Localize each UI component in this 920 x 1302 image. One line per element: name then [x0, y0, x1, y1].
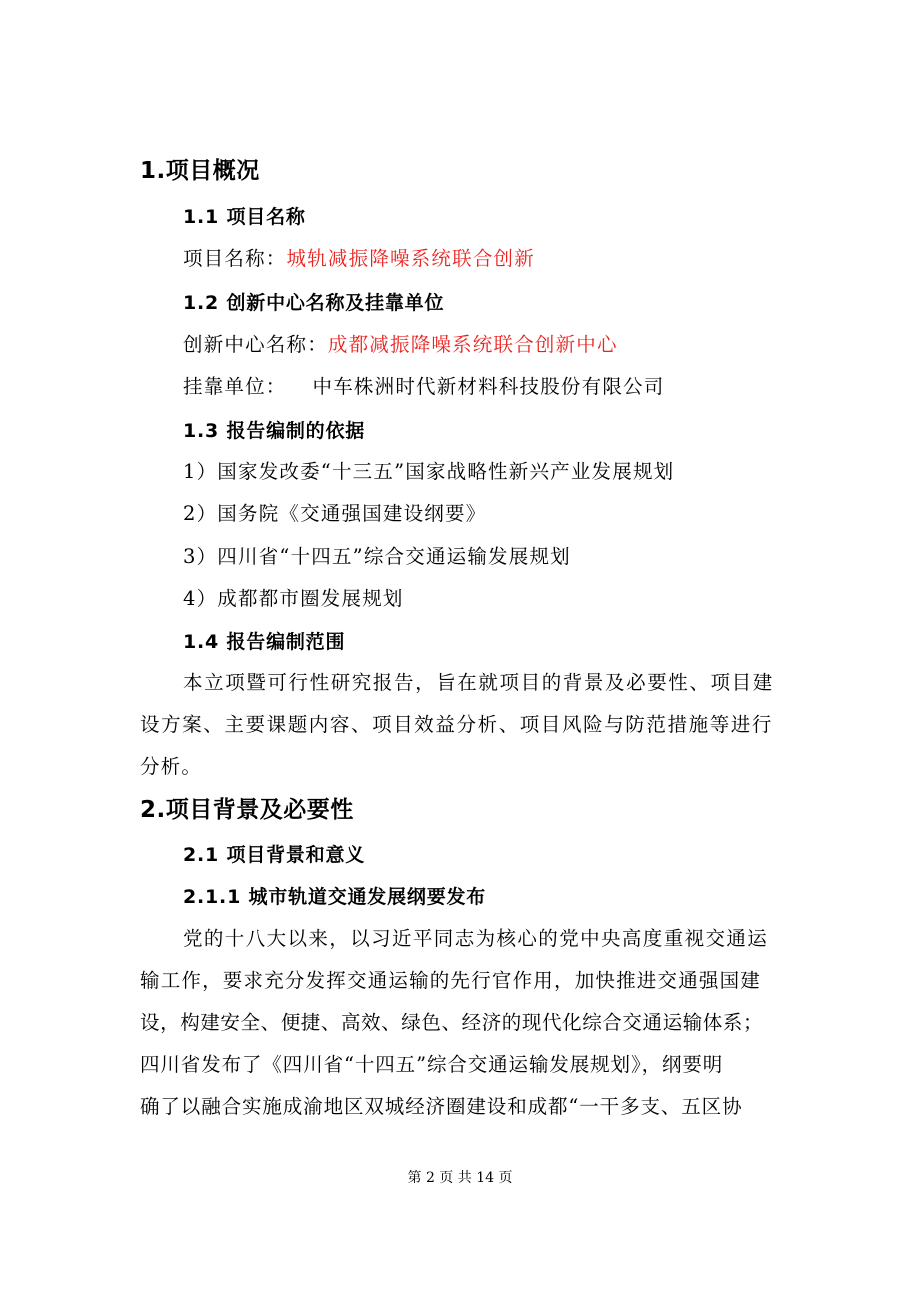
page-number-footer: 第 2 页 共 14 页	[407, 1170, 513, 1186]
section-1-2-heading: 1.2 创新中心名称及挂靠单位	[183, 292, 445, 314]
background-paragraph-line-1: 党的十八大以来，以习近平同志为核心的党中央高度重视交通运	[183, 927, 769, 950]
project-name-line	[183, 246, 535, 272]
affiliate-line	[183, 374, 664, 400]
basis-item-2: 2）国务院《交通强国建设纲要》	[183, 502, 487, 525]
background-paragraph-line-3: 设，构建安全、便捷、高效、绿色、经济的现代化综合交通运输体系；	[140, 1011, 764, 1034]
project-name-label: 项目名称：	[183, 247, 287, 270]
project-name-value: 城轨减振降噪系统联合创新	[286, 247, 535, 270]
background-paragraph-line-4: 四川省发布了《四川省“十四五”综合交通运输发展规划》，纲要明	[140, 1053, 724, 1076]
center-name-line	[183, 332, 618, 358]
section-2-1-1-heading: 2.1.1 城市轨道交通发展纲要发布	[183, 886, 487, 908]
section-1-heading: 1.项目概况	[140, 158, 260, 184]
basis-item-4: 4）成都都市圈发展规划	[183, 587, 404, 610]
basis-item-3: 3）四川省“十四五”综合交通运输发展规划	[183, 545, 571, 568]
section-1-3-heading: 1.3 报告编制的依据	[183, 420, 366, 442]
section-1-1-heading: 1.1 项目名称	[183, 206, 306, 228]
scope-paragraph-line-1: 本立项暨可行性研究报告，旨在就项目的背景及必要性、项目建	[183, 671, 774, 694]
section-1-4-heading: 1.4 报告编制范围	[183, 631, 346, 653]
affiliate-label: 挂靠单位：	[183, 375, 287, 398]
scope-paragraph-line-2: 设方案、主要课题内容、项目效益分析、项目风险与防范措施等进行	[140, 713, 774, 736]
scope-paragraph-line-3: 分析。	[140, 755, 203, 778]
background-paragraph-line-5: 确了以融合实施成渝地区双城经济圈建设和成都“一干多支、五区协	[140, 1095, 743, 1118]
section-2-1-heading: 2.1 项目背景和意义	[183, 844, 366, 866]
section-2-heading: 2.项目背景及必要性	[140, 797, 354, 823]
center-name-label: 创新中心名称：	[183, 333, 328, 356]
background-paragraph-line-2: 输工作，要求充分发挥交通运输的先行官作用，加快推进交通强国建	[140, 969, 762, 992]
affiliate-value: 中车株洲时代新材料科技股份有限公司	[312, 375, 665, 398]
basis-item-1: 1）国家发改委“十三五”国家战略性新兴产业发展规划	[183, 460, 675, 483]
center-name-value: 成都减振降噪系统联合创新中心	[327, 333, 618, 356]
